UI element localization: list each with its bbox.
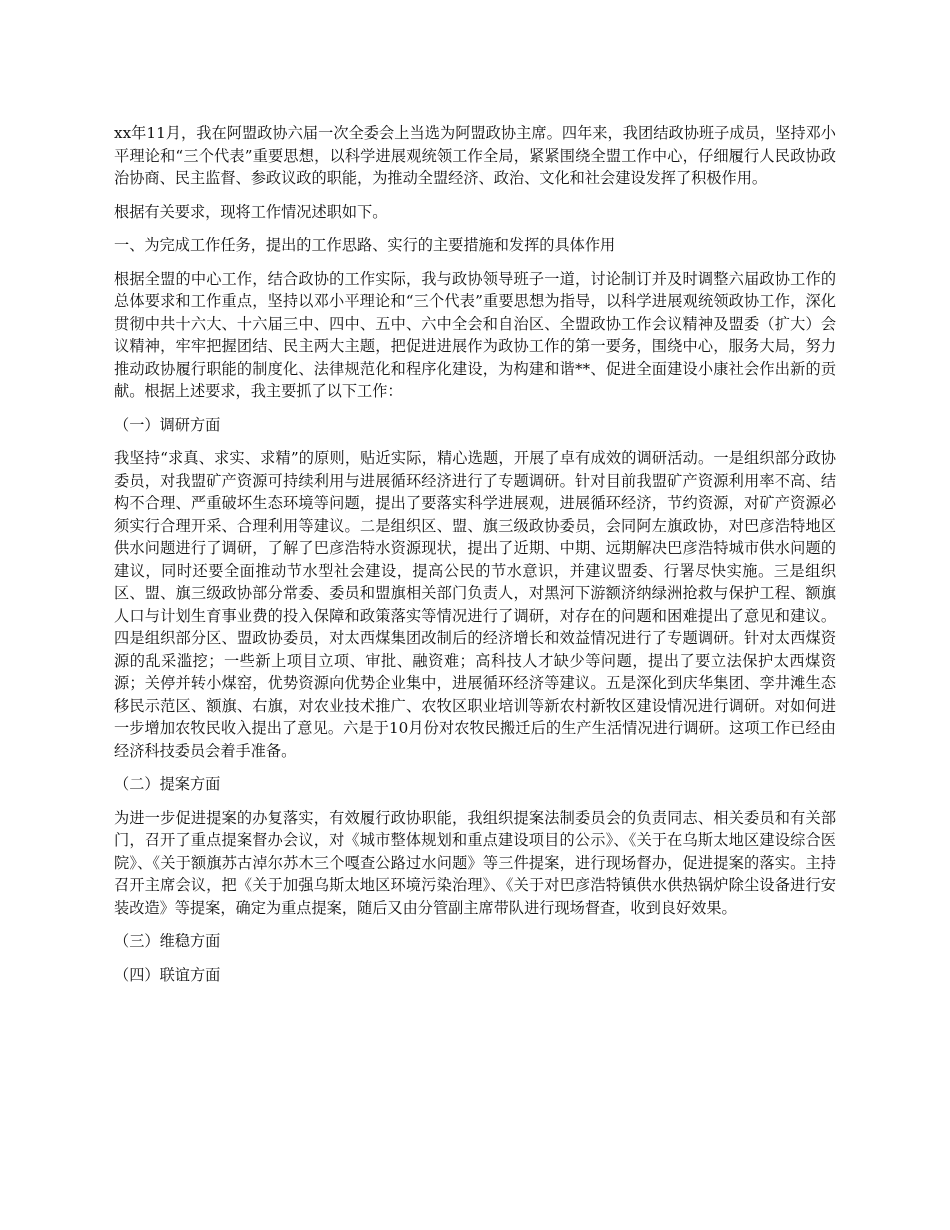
section-heading-1: 一、为完成工作任务，提出的工作思路、实行的主要措施和发挥的具体作用 <box>114 236 616 254</box>
paragraph-proposals: 为进一步促进提案的办复落实，有效履行政协职能，我组织提案法制委员会的负责同志、相关委员和有关部门，召开了重点提案督办会议，对《城市整体规划和重点建设项目的公示》、《关于在乌斯太地区建设综合医院》、《关于额旗苏古淖尔苏木三个嘎查公路过水问题》等三件提案，进行现场督办，促进提案的落实。主持召开主席会议，把《关于加强乌斯太地区环境污染治理》、《关于对巴彦浩特镇供水供热锅炉除尘设备进行安装改造》等提案，确定为重点提案，随后又由分管副主席带队进行现场督查，收到良好效果。 <box>114 808 836 917</box>
subsection-heading-proposals: （二）提案方面 <box>114 775 221 793</box>
paragraph-intro: xx年11月，我在阿盟政协六届一次全委会上当选为阿盟政协主席。四年来，我团结政协班子成员，坚持邓小平理论和“三个代表”重要思想，以科学进展观统领工作全局，紧紧围绕全盟工作中心，仔细履行人民政协政治协商、民主监督、参政议政的职能，为推动全盟经济、政治、文化和社会建设发挥了积极作用。 <box>114 124 836 187</box>
paragraph-research: 我坚持“求真、求实、求精”的原则，贴近实际，精心选题，开展了卓有成效的调研活动。一是组织部分政协委员，对我盟矿产资源可持续利用与进展循环经济进行了专题调研。针对目前我盟矿产资源利用率不高、结构不合理、严重破坏生态环境等问题，提出了要落实科学进展观，进展循环经济，节约资源，对矿产资源必须实行合理开采、合理利用等建议。二是组织区、盟、旗三级政协委员，会同阿左旗政协，对巴彦浩特地区供水问题进行了调研，了解了巴彦浩特水资源现状，提出了近期、中期、远期解决巴彦浩特城市供水问题的建议，同时还要全面推动节水型社会建设，提高公民的节水意识，并建议盟委、行署尽快实施。三是组织区、盟、旗三级政协部分常委、委员和盟旗相关部门负责人，对黑河下游额济纳绿洲抢救与保护工程、额旗人口与计划生育事业费的投入保障和政策落实等情况进行了调研，对存在的问题和困难提出了意见和建议。四是组织部分区、盟政协委员，对太西煤集团改制后的经济增长和效益情况进行了专题调研。针对太西煤资源的乱采滥挖；一些新上项目立项、审批、融资难；高科技人才缺少等问题，提出了要立法保护太西煤资源；关停并转小煤窑，优势资源向优势企业集中，进展循环经济等建议。五是深化到庆华集团、孪井滩生态移民示范区、额旗、右旗，对农业技术推广、农牧区职业培训等新农村新牧区建设情况进行调研。对如何进一步增加农牧民收入提出了意见。六是于10月份对农牧民搬迁后的生产生活情况进行调研。这项工作已经由经济科技委员会着手准备。 <box>114 449 836 760</box>
paragraph-report-lead: 根据有关要求，现将工作情况述职如下。 <box>114 202 388 221</box>
document-body <box>114 122 836 997</box>
subsection-heading-stability: （三）维稳方面 <box>114 932 221 950</box>
subsection-heading-liaison: （四）联谊方面 <box>114 965 221 984</box>
subsection-heading-research: （一）调研方面 <box>114 415 221 434</box>
paragraph-work-summary: 根据全盟的中心工作，结合政协的工作实际，我与政协领导班子一道，讨论制订并及时调整六届政协工作的总体要求和工作重点，坚持以邓小平理论和“三个代表”重要思想为指导，以科学进展观统领政协工作，深化贯彻中共十六大、十六届三中、四中、五中、六中全会和自治区、全盟政协工作会议精神及盟委（扩大）会议精神，牢牢把握团结、民主两大主题，把促进进展作为政协工作的第一要务，围绕中心，服务大局，努力推动政协履行职能的制度化、法律规范化和程序化建设，为构建和谐**、促进全面建设小康社会作出新的贡献。根据上述要求，我主要抓了以下工作： <box>114 269 836 400</box>
